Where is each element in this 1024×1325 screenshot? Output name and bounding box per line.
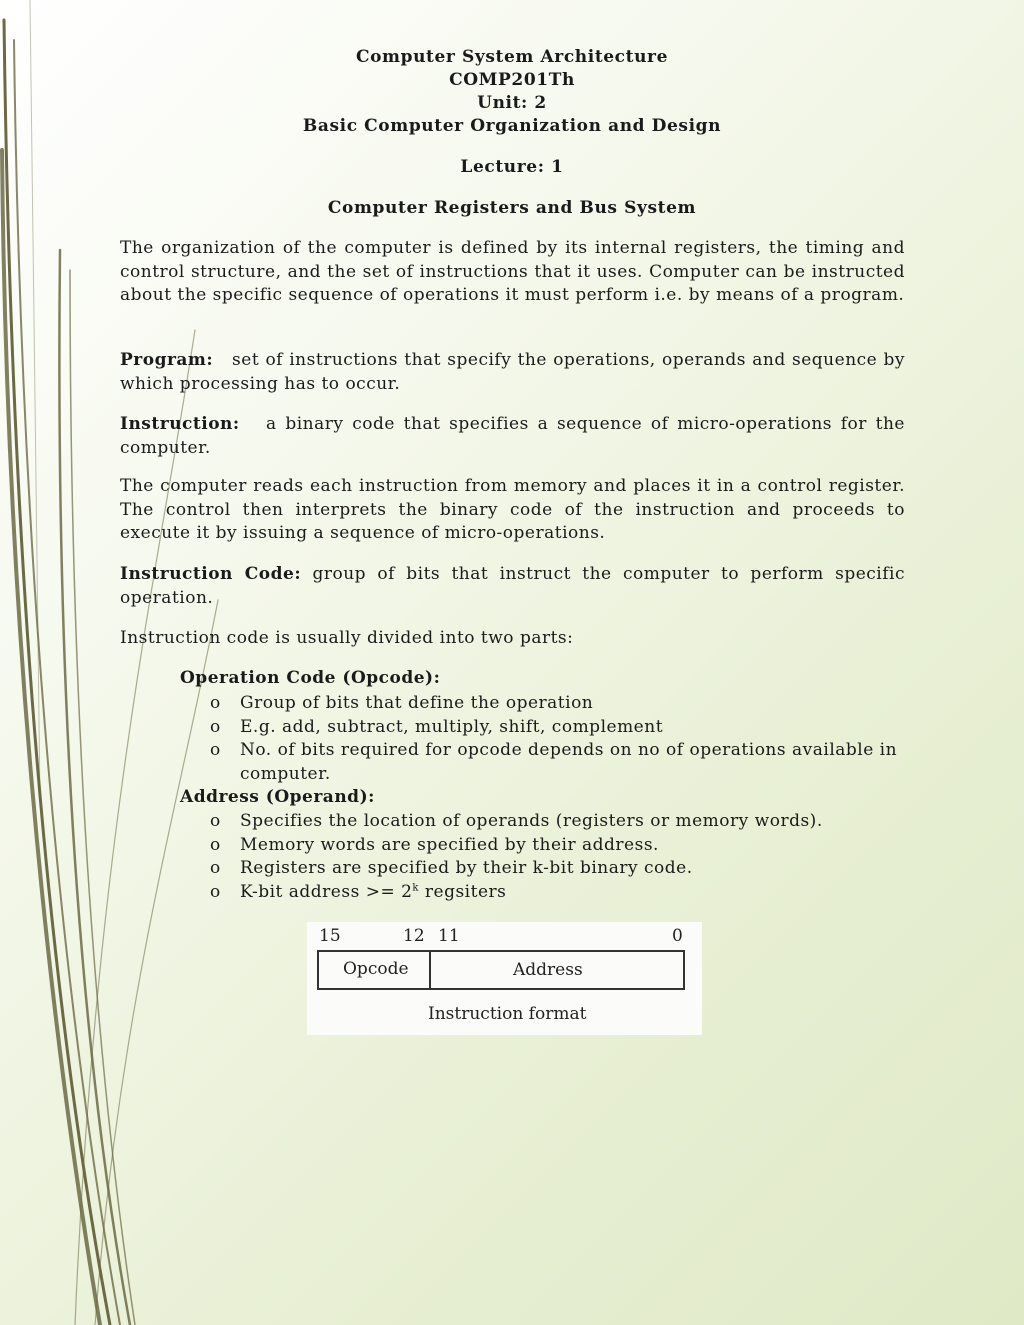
opcode-field: Opcode bbox=[343, 959, 409, 979]
instruction-text: a binary code that specifies a sequence of micro-operations for the computer. bbox=[120, 414, 905, 458]
list-item: o No. of bits required for opcode depends on no of operations available in computer. bbox=[210, 740, 898, 784]
opcode-bullet-list bbox=[210, 692, 900, 786]
list-item: o E.g. add, subtract, multiply, shift, complement bbox=[210, 716, 900, 740]
control-paragraph: The computer reads each instruction from memory and places it in a control register. The control then interprets the binary code of the instruction and proceeds to execute it by issuing a sequence of micro-operations. bbox=[120, 476, 905, 543]
instruction-format-figure bbox=[307, 922, 702, 1035]
bullet-marker: o bbox=[210, 858, 221, 879]
bullet-marker: o bbox=[210, 740, 221, 761]
instruction-definition bbox=[120, 413, 905, 460]
instruction-term: Instruction: bbox=[120, 414, 240, 434]
list-item: o K-bit address >= $2^k$ regsiters bbox=[210, 881, 900, 905]
address-bullet-list bbox=[210, 810, 900, 904]
bullet-marker: o bbox=[210, 716, 221, 737]
course-title: Computer System Architecture bbox=[355, 47, 669, 67]
address-field: Address bbox=[513, 960, 583, 980]
bullet-marker: o bbox=[210, 881, 221, 902]
instruction-format-box bbox=[317, 950, 685, 990]
opcode-heading: Operation Code (Opcode): bbox=[180, 668, 441, 688]
lecture-label: Lecture: 1 bbox=[460, 157, 564, 177]
bullet-marker: o bbox=[210, 834, 221, 855]
list-item: o Specifies the location of operands (registers or memory words). bbox=[210, 810, 900, 834]
bit-11-label: 11 bbox=[438, 926, 460, 946]
bit-0-label: 0 bbox=[672, 926, 683, 946]
list-item: o Registers are specified by their k-bit binary code. bbox=[210, 857, 900, 881]
unit-label: Unit: 2 bbox=[477, 93, 547, 113]
instruction-code-term: Instruction Code: bbox=[120, 564, 302, 584]
list-item: o Memory words are specified by their address. bbox=[210, 834, 900, 858]
address-heading: Address (Operand): bbox=[180, 787, 375, 807]
intro-paragraph: The organization of the computer is defined by its internal registers, the timing and control structure, and the set of instructions that it uses. Computer can be instructed about the specific sequence of operations it must perform i.e. by means of a program. bbox=[120, 238, 905, 305]
lecture-topic: Computer Registers and Bus System bbox=[327, 198, 697, 218]
bullet-marker: o bbox=[210, 693, 221, 713]
instruction-code-definition bbox=[120, 563, 905, 610]
instruction-code-text: group of bits that instruct the computer to perform specific operation. bbox=[120, 564, 905, 608]
unit-title: Basic Computer Organization and Design bbox=[302, 116, 722, 136]
list-item: o Group of bits that define the operation bbox=[210, 692, 900, 716]
bit-12-label: 12 bbox=[403, 926, 425, 946]
bullet-marker: o bbox=[210, 811, 221, 831]
course-code: COMP201Th bbox=[449, 70, 575, 90]
program-text: set of instructions that specify the operations, operands and sequence by which processing has to occur. bbox=[120, 350, 905, 394]
program-definition bbox=[120, 349, 905, 396]
parts-intro: Instruction code is usually divided into two parts: bbox=[120, 628, 574, 648]
bit-15-label: 15 bbox=[319, 926, 341, 946]
program-term: Program: bbox=[120, 350, 214, 370]
figure-caption: Instruction format bbox=[428, 1004, 587, 1024]
field-divider bbox=[429, 952, 431, 988]
